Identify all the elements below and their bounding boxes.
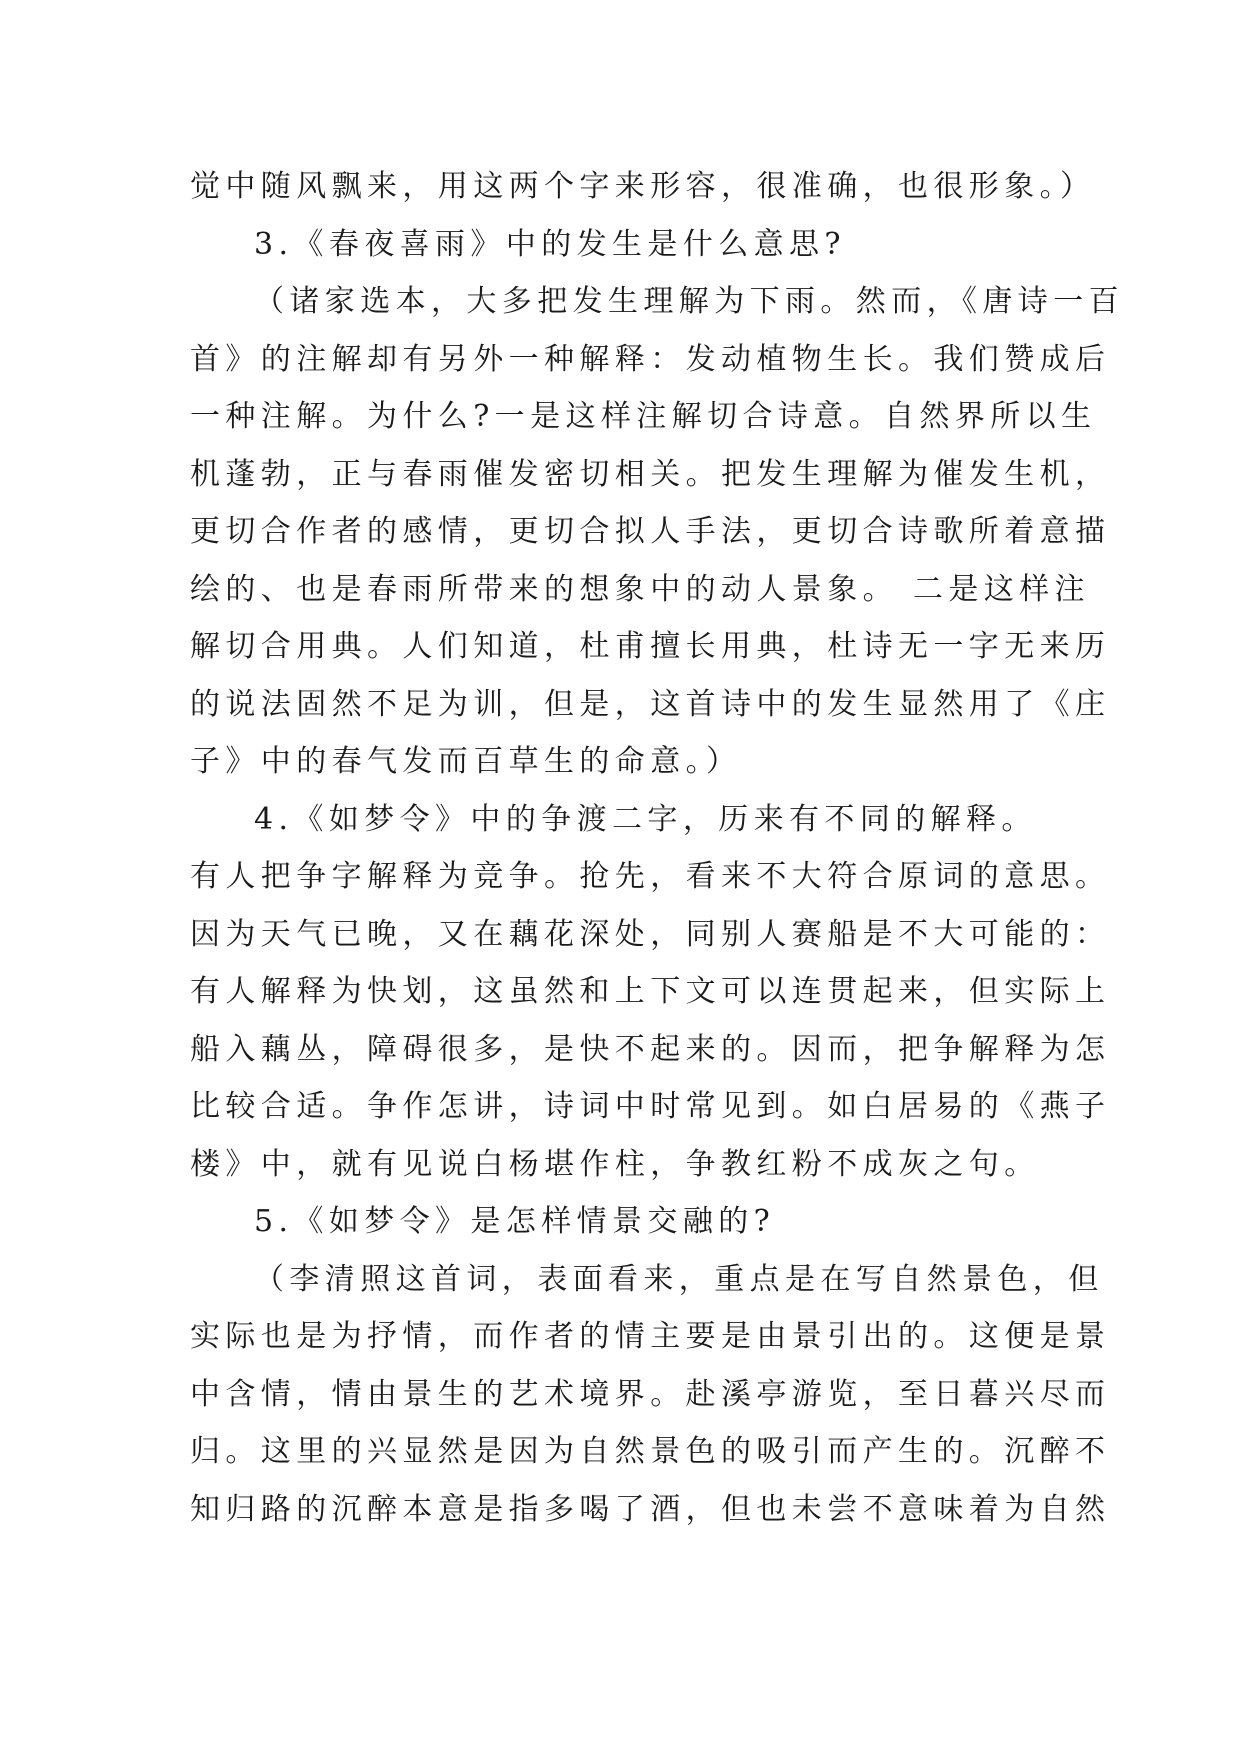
text-line: 船入藕丛，障碍很多，是快不起来的。因而，把争解释为怎: [190, 1031, 1111, 1067]
text-line: （李清照这首词，表面看来，重点是在写自然景色，但: [254, 1261, 1104, 1297]
text-line: 3.《春夜喜雨》中的发生是什么意思?: [254, 226, 846, 262]
text-line: 更切合作者的感情，更切合拟人手法，更切合诗歌所着意描: [190, 514, 1111, 549]
document-page: [190, 158, 1124, 1538]
text-line: 机蓬勃，正与春雨催发密切相关。把发生理解为催发生机，: [190, 456, 1111, 492]
text-line: 实际也是为抒情，而作者的情主要是由景引出的。这便是景: [190, 1319, 1111, 1354]
text-line: 一种注解。为什么?一是这样注解切合诗意。自然界所以生: [190, 399, 1097, 434]
text-line: 中含情，情由景生的艺术境界。赴溪亭游览，至日暮兴尽而: [190, 1376, 1111, 1412]
text-line: 归。这里的兴显然是因为自然景色的吸引而产生的。沉醉不: [190, 1434, 1111, 1469]
text-line: 绘的、也是春雨所带来的想象中的动人景象。 二是这样注: [190, 571, 1090, 607]
text-line: 比较合适。争作怎讲，诗词中时常见到。如白居易的《燕子: [190, 1089, 1111, 1124]
text-line: 楼》中，就有见说白杨堪作柱，争教红粉不成灰之句。: [190, 1146, 1040, 1182]
text-line: 有人解释为快划，这虽然和上下文可以连贯起来，但实际上: [190, 974, 1111, 1009]
text-line: 的说法固然不足为训，但是，这首诗中的发生显然用了《庄: [190, 686, 1111, 722]
text-line: 解切合用典。人们知道，杜甫擅长用典，杜诗无一字无来历: [190, 629, 1111, 664]
text-line: （诸家选本，大多把发生理解为下雨。然而，《唐诗一百: [254, 284, 1124, 319]
text-line: 觉中随风飘来，用这两个字来形容，很准确，也很形象。）: [190, 169, 1096, 204]
text-line: 首》的注解却有另外一种解释：发动植物生长。我们赞成后: [190, 341, 1111, 377]
text-line: 4.《如梦令》中的争渡二字，历来有不同的解释。: [254, 801, 1037, 837]
text-line: 知归路的沉醉本意是指多喝了酒，但也未尝不意味着为自然: [190, 1491, 1111, 1527]
text-line: 5.《如梦令》是怎样情景交融的?: [254, 1204, 776, 1239]
text-line: 因为天气已晚，又在藕花深处，同别人赛船是不大可能的：: [190, 916, 1111, 952]
text-line: 子》中的春气发而百草生的命意。）: [190, 744, 742, 779]
text-line: 有人把争字解释为竞争。抢先，看来不大符合原词的意思。: [190, 859, 1111, 894]
